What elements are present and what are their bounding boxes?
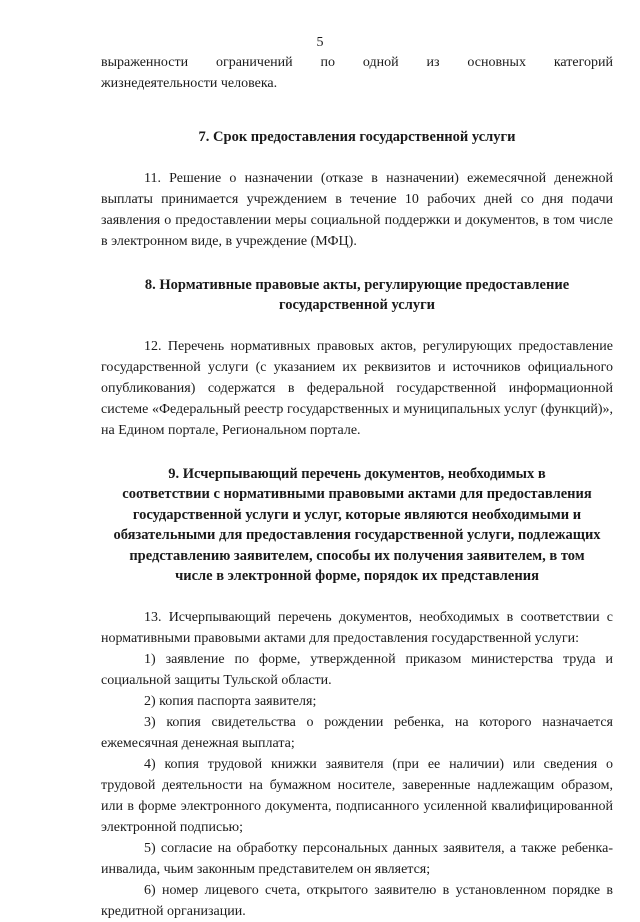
section-9-heading-line: обязательными для предоставления государственной услуги, подлежащих	[113, 527, 601, 543]
paragraph-11: 11. Решение о назначении (отказе в назначении) ежемесячной денежной выплаты принимается учреждением в течение 10 рабочих дней со дня подачи заявления о предоставлении меры социальной поддержки и документов, в том числе в электронном виде, в учреждение (МФЦ).	[101, 170, 613, 249]
section-8-heading-line-2: государственной услуги	[278, 297, 436, 313]
section-9-heading-line: 9. Исчерпывающий перечень документов, необходимых в	[168, 465, 546, 482]
list-item: 5) согласие на обработку персональных данных заявителя, а также ребенка-инвалида, чьим законным представителем он является;	[101, 840, 613, 877]
section-9-heading-line: соответствии с нормативными правовыми актами для предоставления	[122, 486, 592, 502]
section-9-heading	[101, 464, 613, 587]
list-item: 1) заявление по форме, утвержденной приказом министерства труда и социальной защиты Тульской области.	[101, 651, 613, 688]
list-item: 4) копия трудовой книжки заявителя (при ее наличии) или сведения о трудовой деятельности на бумажном носителе, заверенные надлежащим образом, или в форме электронного документа, подписанного усиленной квалифицированной электронной подписью;	[101, 756, 613, 835]
document-body	[101, 52, 613, 922]
section-9-heading-line: представлению заявителем, способы их получения заявителем, в том	[129, 547, 585, 564]
intro-line-2: жизнедеятельности человека.	[101, 76, 278, 91]
intro-line-1: выраженности ограничений по одной из основных категорий	[101, 55, 613, 70]
paragraph-13-intro: 13. Исчерпывающий перечень документов, необходимых в соответствии с нормативными правовыми актами для предоставления государственной услуги:	[101, 609, 613, 646]
section-7-heading: 7. Срок предоставления государственной услуги	[198, 129, 516, 145]
section-9-heading-line: государственной услуги и услуг, которые являются необходимыми и	[132, 506, 582, 523]
list-item: 6) номер лицевого счета, открытого заявителю в установленном порядке в кредитной организации.	[101, 882, 613, 919]
page-number: 5	[316, 35, 324, 50]
section-8-heading-line-1: 8. Нормативные правовые акты, регулирующие предоставление	[144, 276, 570, 293]
section-8-heading	[101, 275, 613, 316]
paragraph-12: 12. Перечень нормативных правовых актов, регулирующих предоставление государственной услуги (с указанием их реквизитов и источников официального опубликования) содержатся в федеральной государственной информационной системе «Федеральный реестр государственных и муниципальных услуг (функций)», на Едином портале, Региональном портале.	[101, 338, 613, 438]
list-item: 2) копия паспорта заявителя;	[144, 693, 317, 709]
section-9-heading-line: числе в электронной форме, порядок их представления	[175, 568, 539, 584]
list-item: 3) копия свидетельства о рождении ребенка, на которого назначается ежемесячная денежная выплата;	[101, 714, 613, 751]
